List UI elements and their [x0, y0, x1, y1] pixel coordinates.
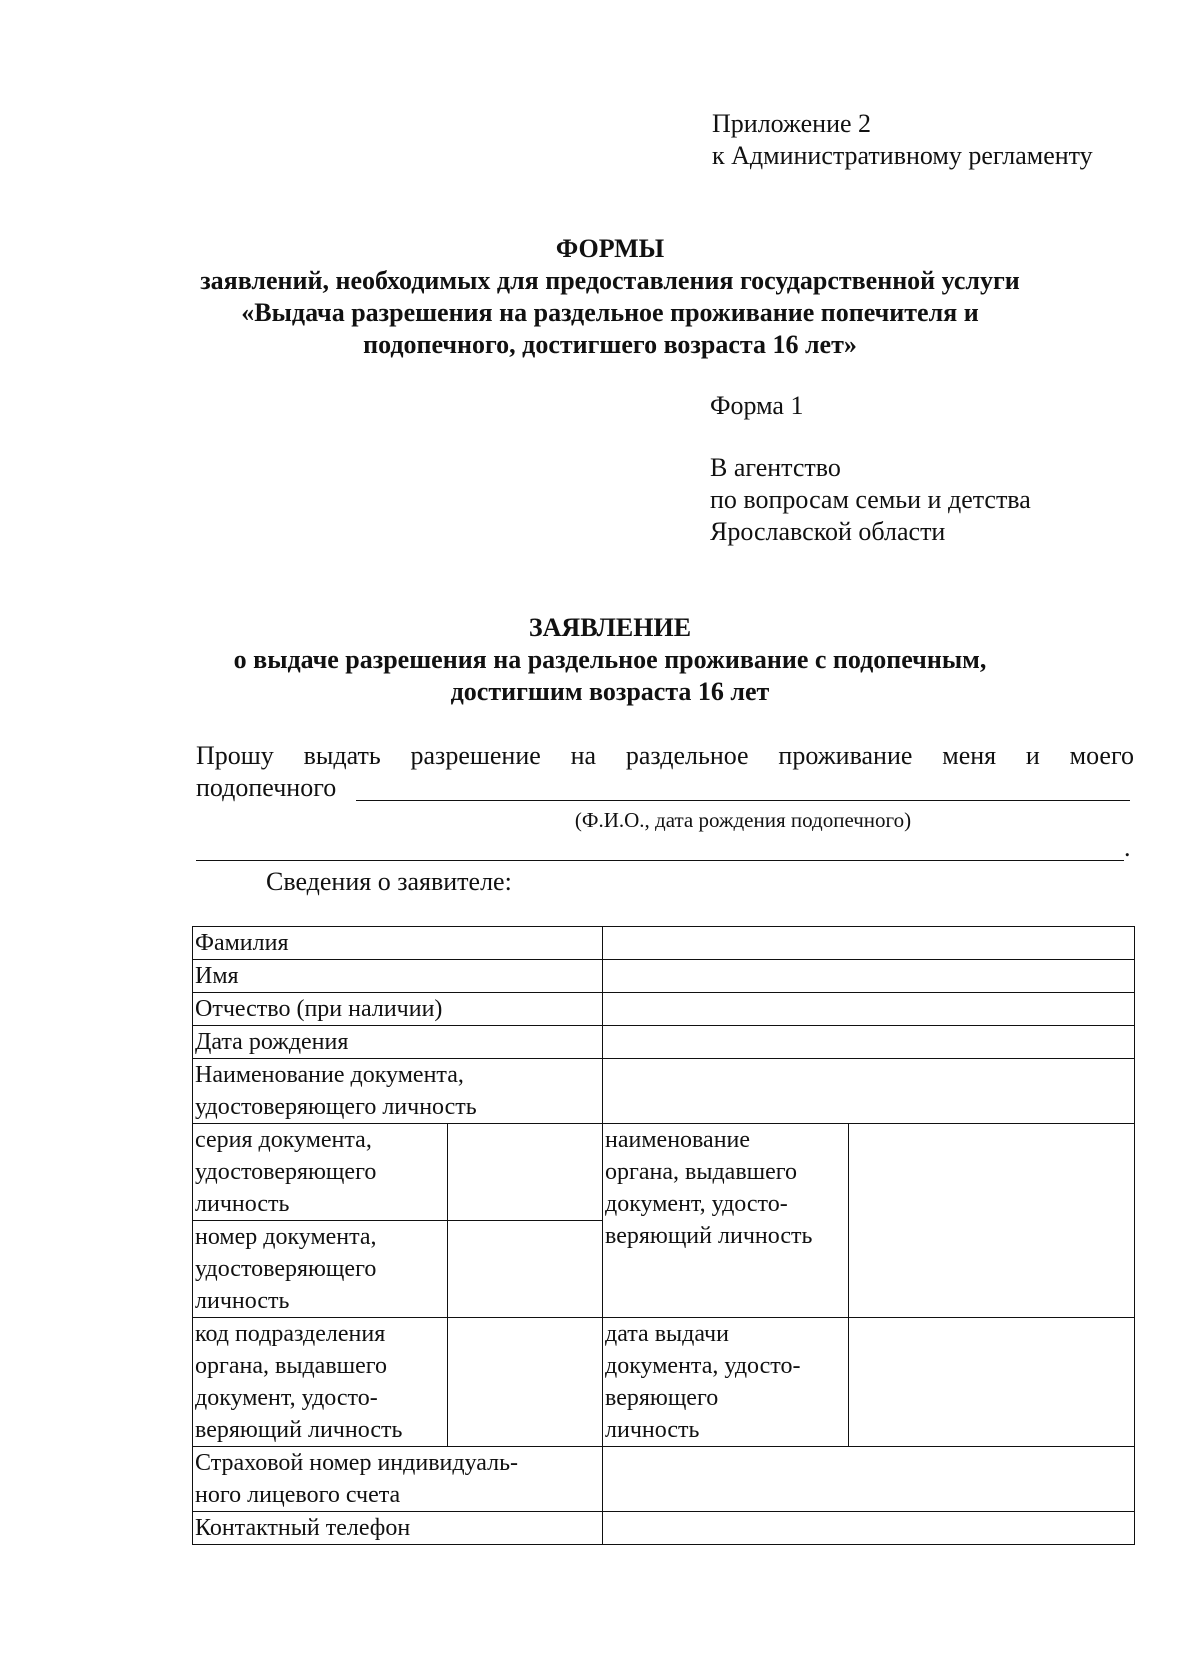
- table-row: [193, 927, 1135, 960]
- application-heading: ЗАЯВЛЕНИЕ: [528, 613, 692, 642]
- label-line: личность: [605, 1417, 700, 1443]
- label-line: личность: [195, 1288, 290, 1314]
- label-line: ного лицевого счета: [195, 1482, 401, 1508]
- label-line: документ, удосто-: [605, 1191, 788, 1217]
- name-field[interactable]: [603, 960, 1135, 993]
- addressee-line: В агентство: [710, 453, 841, 482]
- forms-title-line: подопечного, достигшего возраста 16 лет»: [363, 330, 857, 359]
- application-title-line: о выдаче разрешения на раздельное проживание с подопечным,: [233, 645, 987, 674]
- forms-title-line: заявлений, необходимых для предоставления государственной услуги: [200, 266, 1020, 295]
- label-line: веряющий личность: [605, 1223, 813, 1249]
- label-line: Страховой номер индивидуаль-: [195, 1450, 519, 1476]
- request-text-line1: Прошу выдать разрешение на раздельное проживание меня и моего: [196, 741, 1134, 770]
- label-line: веряющего: [605, 1385, 719, 1411]
- label-line: органа, выдавшего: [605, 1159, 798, 1185]
- document-series-label: [193, 1124, 448, 1221]
- applicant-info-label: Сведения о заявителе:: [266, 867, 512, 896]
- appendix-header: [712, 108, 1093, 172]
- label-line: удостоверяющего личность: [195, 1094, 477, 1120]
- department-code-field[interactable]: [448, 1318, 603, 1447]
- label-line: личность: [195, 1191, 290, 1217]
- addressee-line: Ярославской области: [710, 517, 946, 546]
- label-line: удостоверяющего: [195, 1159, 377, 1185]
- label-line: веряющий личность: [195, 1417, 403, 1443]
- form-number-label: Форма 1: [710, 391, 804, 420]
- label-line: органа, выдавшего: [195, 1353, 388, 1379]
- label-line: дата выдачи: [605, 1321, 729, 1347]
- label-line: документ, удосто-: [195, 1385, 378, 1411]
- document-series-field[interactable]: [448, 1124, 603, 1221]
- ward-name-blank-line: [356, 800, 1130, 801]
- contact-phone-label: Контактный телефон: [193, 1512, 603, 1545]
- appendix-regulation: к Административному регламенту: [712, 141, 1093, 170]
- label-line: удостоверяющего: [195, 1256, 377, 1282]
- forms-title: [150, 233, 1070, 361]
- name-label: Имя: [193, 960, 603, 993]
- patronymic-label: Отчество (при наличии): [193, 993, 603, 1026]
- table-row: [193, 1512, 1135, 1545]
- identity-document-field[interactable]: [603, 1059, 1135, 1124]
- label-line: код подразделения: [195, 1321, 386, 1347]
- issue-date-label: [603, 1318, 849, 1447]
- table-row: [193, 960, 1135, 993]
- label-line: номер документа,: [195, 1224, 377, 1250]
- ward-name-blank-line-2: [196, 860, 1124, 861]
- patronymic-field[interactable]: [603, 993, 1135, 1026]
- birth-date-label: Дата рождения: [193, 1026, 603, 1059]
- birth-date-field[interactable]: [603, 1026, 1135, 1059]
- table-row: [193, 1059, 1135, 1124]
- label-line: серия документа,: [195, 1127, 372, 1153]
- document-number-label: [193, 1221, 448, 1318]
- table-row: [193, 1318, 1135, 1447]
- label-line: документа, удосто-: [605, 1353, 801, 1379]
- issuing-authority-field[interactable]: [849, 1124, 1135, 1318]
- application-title-line: достигшим возраста 16 лет: [450, 677, 770, 706]
- document-number-field[interactable]: [448, 1221, 603, 1318]
- applicant-info-table: [192, 926, 1135, 1545]
- ward-name-hint: (Ф.И.О., дата рождения подопечного): [574, 808, 912, 832]
- label-line: Наименование документа,: [195, 1062, 464, 1088]
- snils-label: [193, 1447, 603, 1512]
- identity-document-label: [193, 1059, 603, 1124]
- issue-date-field[interactable]: [849, 1318, 1135, 1447]
- addressee-block: [710, 452, 1031, 548]
- label-line: наименование: [605, 1127, 751, 1153]
- request-period: .: [1124, 833, 1131, 862]
- appendix-number: Приложение 2: [712, 109, 872, 138]
- table-row: [193, 993, 1135, 1026]
- table-row: [193, 1026, 1135, 1059]
- addressee-line: по вопросам семьи и детства: [710, 485, 1031, 514]
- surname-label: Фамилия: [193, 927, 603, 960]
- department-code-label: [193, 1318, 448, 1447]
- table-row: [193, 1124, 1135, 1221]
- forms-title-line: «Выдача разрешения на раздельное проживание попечителя и: [241, 298, 979, 327]
- table-row: [193, 1447, 1135, 1512]
- forms-heading: ФОРМЫ: [555, 234, 665, 263]
- contact-phone-field[interactable]: [603, 1512, 1135, 1545]
- surname-field[interactable]: [603, 927, 1135, 960]
- snils-field[interactable]: [603, 1447, 1135, 1512]
- request-text-prefix: подопечного: [196, 773, 337, 802]
- application-title: [150, 612, 1070, 708]
- issuing-authority-label: [603, 1124, 849, 1318]
